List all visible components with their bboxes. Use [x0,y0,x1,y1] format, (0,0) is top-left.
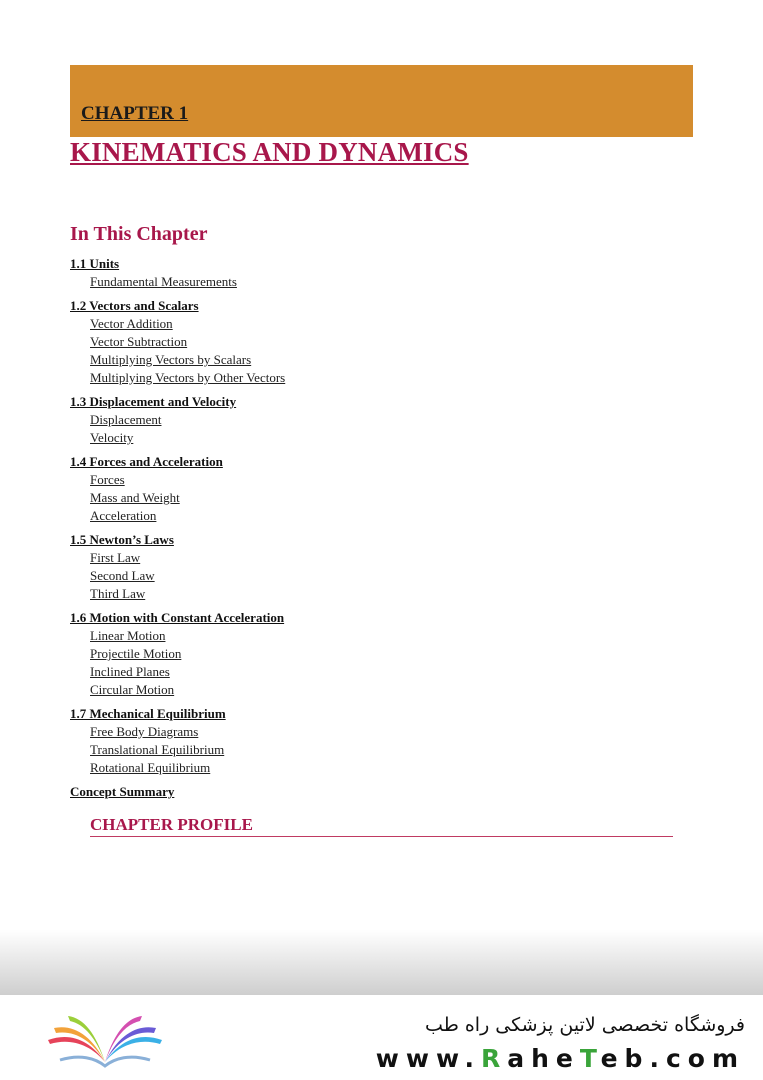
open-book-logo-icon [40,1010,170,1070]
in-this-chapter-heading: In This Chapter [70,223,208,245]
footer-shadow [0,930,763,996]
toc-sub-link[interactable]: Linear Motion [90,628,166,643]
toc-sub-link[interactable]: Rotational Equilibrium [90,760,211,775]
toc-section-displacement [70,393,670,447]
toc-sub-link[interactable]: Mass and Weight [90,490,180,505]
toc-heading-link[interactable]: 1.1 Units [70,256,120,271]
toc-sub-link[interactable]: Free Body Diagrams [90,724,199,739]
toc-sub-link[interactable]: Translational Equilibrium [90,742,225,757]
url-t: T [579,1044,601,1073]
toc-section-forces [70,453,670,525]
toc-sub-link[interactable]: First Law [90,550,141,565]
toc-sub-link[interactable]: Multiplying Vectors by Scalars [90,352,252,367]
toc-heading-link[interactable]: 1.2 Vectors and Scalars [70,298,199,313]
toc-sub-link[interactable]: Vector Addition [90,316,173,331]
chapter-title: KINEMATICS AND DYNAMICS [70,137,469,167]
footer-site-url[interactable] [376,1044,745,1073]
toc-heading-link[interactable]: 1.3 Displacement and Velocity [70,394,237,409]
toc-section-equilibrium [70,705,670,777]
table-of-contents [70,255,670,801]
toc-sub-link[interactable]: Multiplying Vectors by Other Vectors [90,370,286,385]
toc-sub-link[interactable]: Vector Subtraction [90,334,188,349]
url-ahe: ahe [507,1044,580,1073]
url-r: R [480,1044,508,1073]
toc-section-vectors [70,297,670,387]
toc-section-newtons-laws [70,531,670,603]
toc-sub-link[interactable]: Projectile Motion [90,646,182,661]
toc-sub-link[interactable]: Fundamental Measurements [90,274,237,289]
footer-store-text: فروشگاه تخصصی لاتین پزشکی راه طب [425,1014,745,1036]
toc-sub-link[interactable]: Velocity [90,430,134,445]
url-suffix: .com [649,1044,745,1073]
chapter-label: CHAPTER 1 [81,103,189,124]
toc-sub-link[interactable]: Inclined Planes [90,664,170,679]
toc-sub-link[interactable]: Acceleration [90,508,157,523]
toc-section-units [70,255,670,291]
toc-sub-link[interactable]: Second Law [90,568,155,583]
toc-sub-link[interactable]: Third Law [90,586,146,601]
toc-sub-link[interactable]: Displacement [90,412,162,427]
chapter-band [70,65,693,137]
url-eb: eb [600,1044,650,1073]
chapter-profile-heading: CHAPTER PROFILE [90,815,673,837]
toc-sub-link[interactable]: Circular Motion [90,682,175,697]
toc-section-motion [70,609,670,699]
concept-summary-link[interactable]: Concept Summary [70,784,175,799]
toc-heading-link[interactable]: 1.7 Mechanical Equilibrium [70,706,226,721]
toc-heading-link[interactable]: 1.4 Forces and Acceleration [70,454,223,469]
toc-heading-link[interactable]: 1.6 Motion with Constant Acceleration [70,610,285,625]
toc-sub-link[interactable]: Forces [90,472,125,487]
toc-heading-link[interactable]: 1.5 Newton’s Laws [70,532,174,547]
url-prefix: www. [375,1044,481,1073]
